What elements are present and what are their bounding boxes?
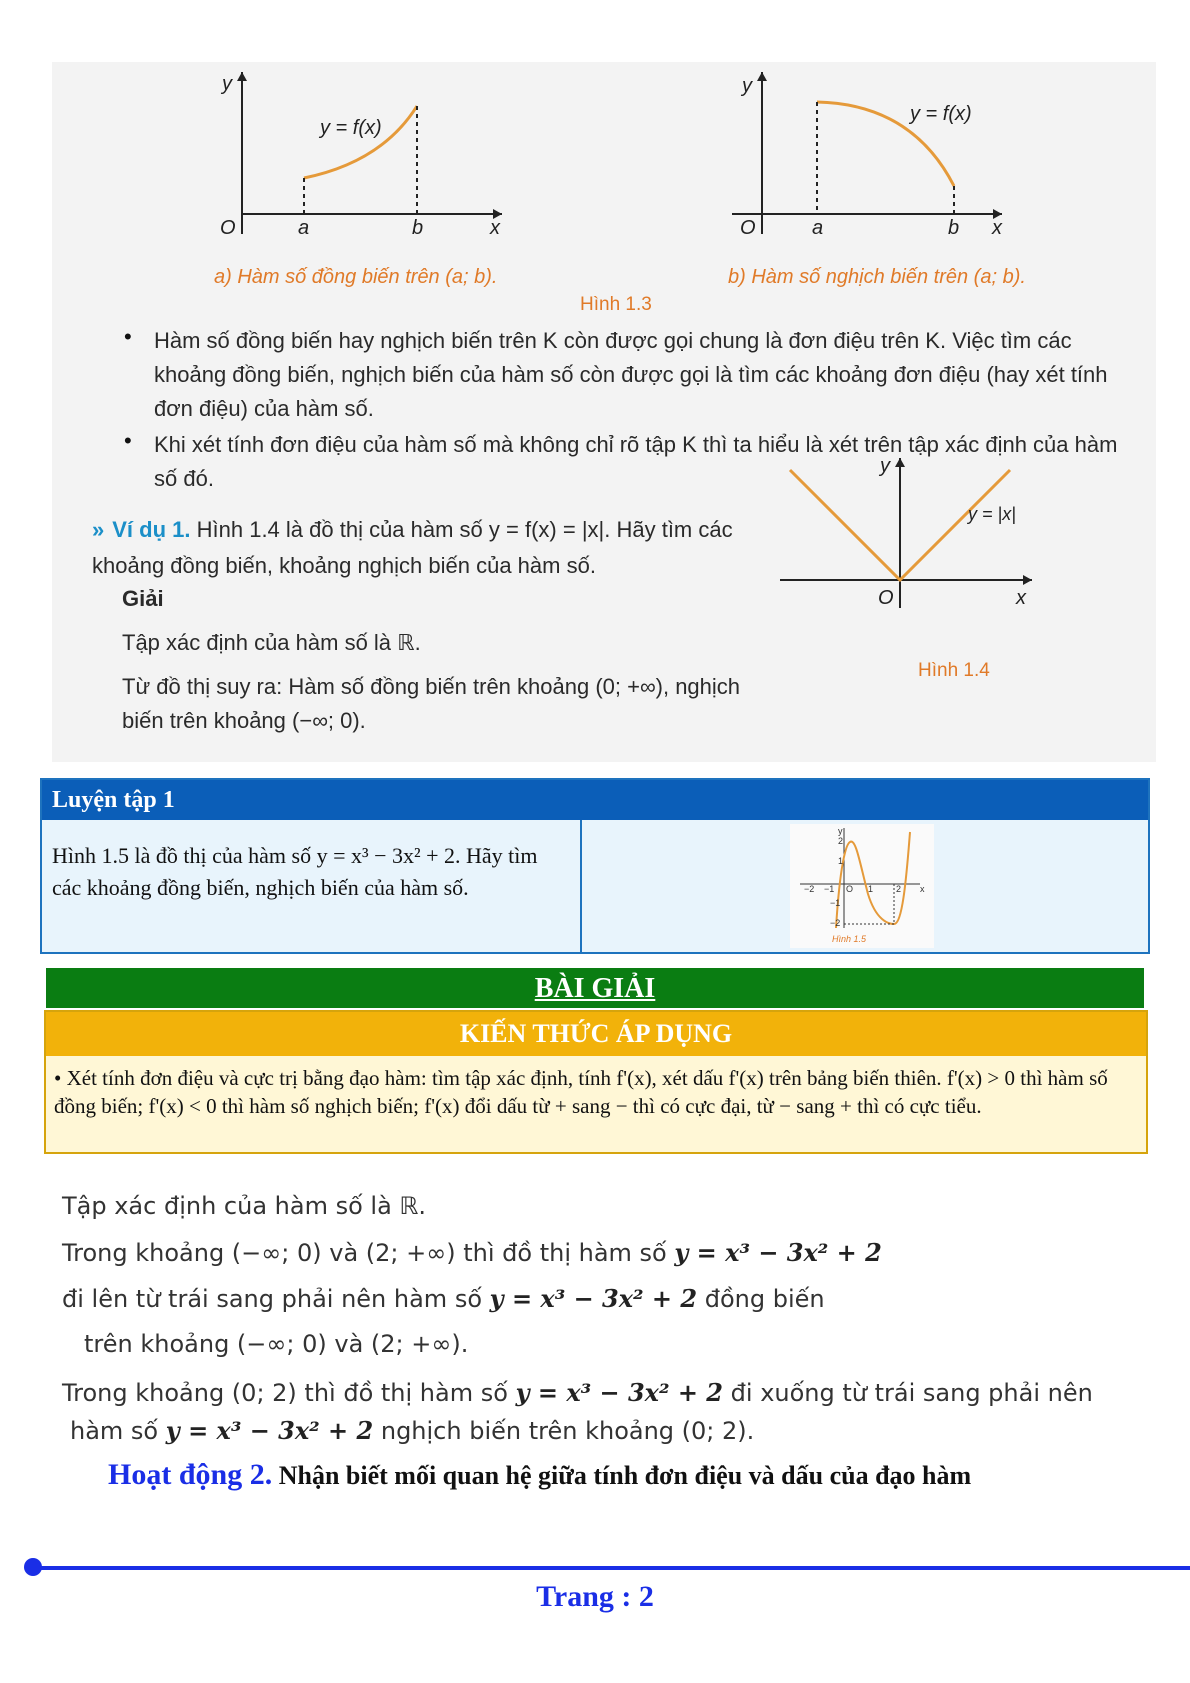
example-label: Ví dụ 1. [112, 517, 191, 542]
y-label: y [742, 75, 752, 97]
figure-1-3b [712, 62, 1042, 242]
practice-box [40, 778, 1150, 954]
practice-text: Hình 1.5 là đồ thị của hàm số y = x³ − 3x² + 2. Hãy tìm các khoảng đồng biến, nghịch biến của hàm số. [42, 820, 582, 952]
tick-label: −2 [830, 918, 841, 928]
tick-label: 2 [838, 836, 844, 846]
page-number: Trang : 2 [536, 1580, 654, 1613]
footer-divider [28, 1566, 1190, 1570]
figure-1-3a [192, 62, 522, 242]
formula: y = x³ − 3x² + 2 [674, 1238, 882, 1267]
knowledge-text: • Xét tính đơn điệu và cực trị bằng đạo hàm: tìm tập xác định, tính f'(x), xét dấu f'(x) trên bảng biến thiên. f'(x) > 0 thì hàm số đồng biến; f'(x) < 0 thì hàm số nghịch biến; f'(x) đổi dấu từ + sang − thì có cực đại, từ − sang + thì có cực tiểu. [54, 1066, 1108, 1118]
answer-line-6 [70, 1416, 754, 1445]
answer-text: đồng biến [704, 1285, 825, 1313]
practice-body [42, 820, 1148, 952]
figure-1-3-title: Hình 1.3 [580, 294, 652, 315]
answer-text: đi xuống từ trái sang phải nên [730, 1379, 1093, 1407]
example-line-2: Từ đồ thị suy ra: Hàm số đồng biến trên khoảng (0; +∞), nghịch biến trên khoảng (−∞; 0). [122, 674, 741, 733]
curve-label: y = f(x) [320, 117, 382, 139]
b-label: b [412, 217, 424, 239]
tick-label: −1 [830, 898, 841, 908]
formula: y = x³ − 3x² + 2 [515, 1378, 724, 1407]
tick-label: O [846, 884, 854, 894]
origin-label: O [220, 217, 236, 239]
answer-text: Trong khoảng (−∞; 0) và (2; +∞) thì đồ thị hàm số [62, 1239, 667, 1267]
formula: y = x³ − 3x² + 2 [165, 1416, 374, 1445]
solution-title: Giải [122, 586, 164, 611]
practice-title: Luyện tập 1 [42, 780, 1148, 820]
tick-label: −1 [824, 884, 835, 894]
tick-label: 1 [868, 884, 874, 894]
bullet-text: Khi xét tính đơn điệu của hàm số mà không chỉ rõ tập K thì ta hiểu là xét trên tập xác định của hàm số đó. [154, 432, 1118, 491]
activity-heading [108, 1458, 971, 1492]
tick-label: x [920, 884, 925, 894]
practice-figure-cell [582, 820, 1148, 952]
bullet-text: Hàm số đồng biến hay nghịch biến trên K còn được gọi chung là đơn điệu trên K. Việc tìm các khoảng đồng biến, nghịch biến của hàm số còn được gọi là tìm các khoảng đơn điệu (hay xét tính đơn điệu) của hàm số. [154, 328, 1108, 421]
figure-1-4-title: Hình 1.4 [918, 660, 990, 681]
a-label: a [812, 217, 824, 239]
knowledge-box [44, 1010, 1148, 1154]
origin-label: O [740, 217, 756, 239]
answer-line-1: Tập xác định của hàm số là ℝ. [62, 1192, 427, 1220]
curve-label: y = |x| [968, 504, 1016, 524]
example-statement [92, 512, 792, 584]
bullet-item: • Khi xét tính đơn điệu của hàm số mà không chỉ rõ tập K thì ta hiểu là xét trên tập xác định của hàm số đó. [124, 428, 1124, 496]
caption-a: a) Hàm số đồng biến trên (a; b). [214, 266, 498, 288]
formula: y = x³ − 3x² + 2 [489, 1284, 698, 1313]
origin-label: O [878, 587, 894, 609]
caption-b: b) Hàm số nghịch biến trên (a; b). [728, 266, 1026, 288]
b-label: b [948, 217, 960, 239]
x-label: x [992, 217, 1002, 239]
curve-label: y = f(x) [910, 103, 972, 125]
cubic-curve [836, 832, 910, 928]
answer-text: Trong khoảng (0; 2) thì đồ thị hàm số [62, 1379, 508, 1407]
answer-line-2 [62, 1238, 1122, 1267]
example-line-1: Tập xác định của hàm số là ℝ. [122, 630, 421, 655]
activity-text: Nhận biết mối quan hệ giữa tính đơn điệu và dấu của đạo hàm [278, 1461, 972, 1490]
knowledge-title: KIẾN THỨC ÁP DỤNG [46, 1012, 1146, 1056]
a-label: a [298, 217, 310, 239]
double-chevron-icon: » [92, 517, 105, 542]
answer-line-3 [62, 1284, 825, 1313]
answer-text: đi lên từ trái sang phải nên hàm số [62, 1285, 482, 1313]
figure-title: Hình 1.5 [832, 934, 867, 944]
figure-1-4 [772, 448, 1072, 648]
answer-line-5 [62, 1378, 1093, 1407]
tick-label: 1 [838, 856, 844, 866]
answer-text: nghịch biến trên khoảng (0; 2). [380, 1417, 755, 1445]
tick-label: y [838, 826, 843, 836]
activity-label: Hoạt động 2. [108, 1458, 273, 1491]
bullet-item: • Hàm số đồng biến hay nghịch biến trên K còn được gọi chung là đơn điệu trên K. Việc tìm các khoảng đồng biến, nghịch biến của hàm số còn được gọi là tìm các khoảng đơn điệu (hay xét tính đơn điệu) của hàm số. [124, 324, 1124, 426]
y-label: y [222, 73, 232, 95]
answer-text: hàm số [70, 1417, 159, 1445]
answer-line-4: trên khoảng (−∞; 0) và (2; +∞). [84, 1330, 469, 1358]
x-label: x [1016, 587, 1026, 609]
x-label: x [490, 217, 500, 239]
figure-1-5 [790, 824, 934, 948]
textbook-scan [52, 62, 1156, 762]
tick-label: −2 [804, 884, 815, 894]
y-label: y [880, 455, 890, 477]
tick-label: 2 [896, 884, 902, 894]
solution-header: BÀI GIẢI [46, 968, 1144, 1008]
example-text: Hình 1.4 là đồ thị của hàm số y = f(x) = |x|. Hãy tìm các khoảng đồng biến, khoảng nghịch biến của hàm số. [92, 517, 733, 578]
